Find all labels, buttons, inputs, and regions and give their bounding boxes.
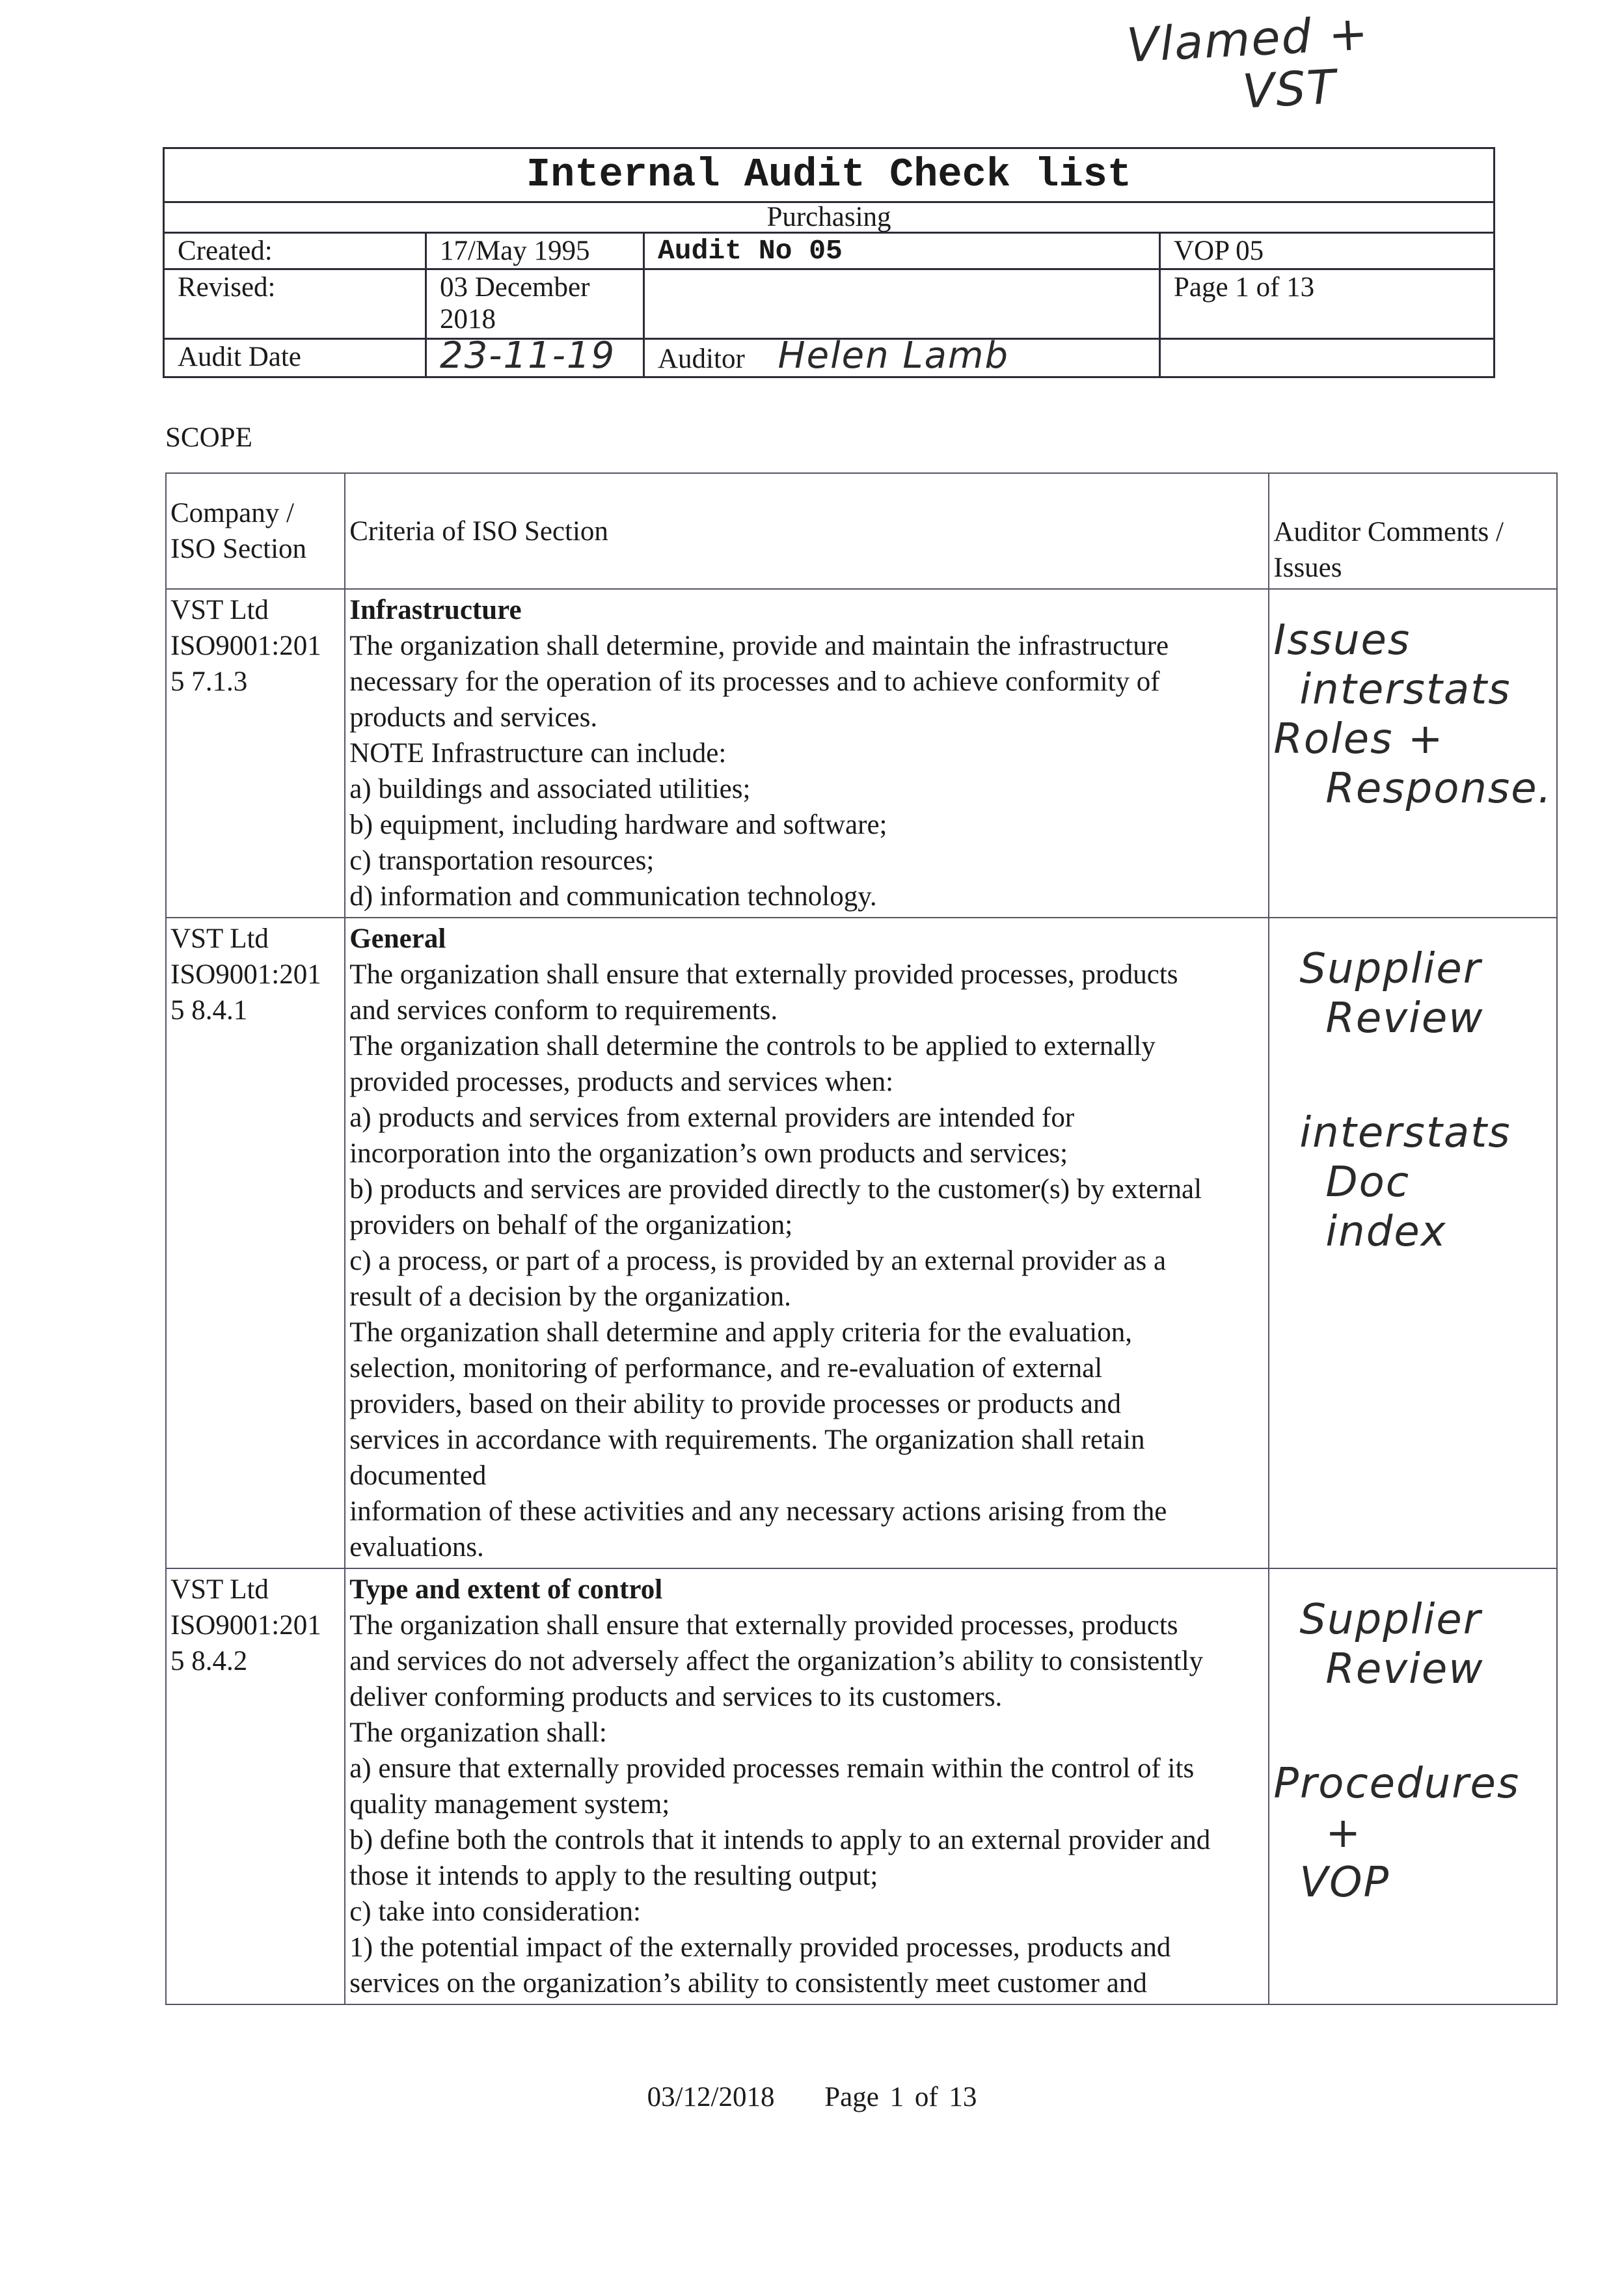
table-row [166,589,1557,918]
blank-cell [644,269,1160,339]
handwritten-comment: Supplier [1299,1596,1482,1644]
criteria-line: services in accordance with requirements. The organization shall retain [349,1425,1145,1455]
criteria-line: documented [349,1460,487,1491]
criteria-line: quality management system; [349,1789,670,1820]
handwritten-comment: VOP [1299,1859,1390,1907]
document-title: Internal Audit Check list [164,148,1495,202]
criteria-cell [345,918,1269,1568]
document-reference: VOP 05 [1160,233,1495,269]
column-header-criteria: Criteria of ISO Section [345,473,1269,589]
handwritten-annotation-top [1077,5,1421,126]
audit-date-label: Audit Date [164,339,426,377]
criteria-line: information of these activities and any necessary actions arising from the [349,1496,1167,1527]
handwritten-comment: Roles + [1273,715,1444,763]
criteria-line: a) ensure that externally provided processes remain within the control of its [349,1753,1195,1784]
audit-number: Audit No 05 [644,233,1160,269]
handwritten-comment: index [1325,1208,1447,1256]
criteria-cell [345,589,1269,918]
criteria-line: and services conform to requirements. [349,995,778,1026]
footer-date: 03/12/2018 [647,2082,775,2112]
criteria-heading: Infrastructure [349,595,522,625]
criteria-line: a) buildings and associated utilities; [349,774,751,804]
criteria-line: The organization shall: [349,1717,607,1748]
criteria-line: result of a decision by the organization. [349,1281,791,1312]
criteria-line: The organization shall determine and apply criteria for the evaluation, [349,1317,1132,1348]
criteria-line: services on the organization’s ability to consistently meet customer and [349,1968,1147,1999]
criteria-heading: General [349,923,446,954]
criteria-line: providers, based on their ability to provide processes or products and [349,1389,1122,1419]
criteria-line: necessary for the operation of its processes and to achieve conformity of [349,666,1160,697]
revised-label: Revised: [164,269,426,339]
handwritten-comment: interstats [1299,1109,1511,1157]
revised-value: 03 December 2018 [426,269,644,339]
created-label: Created: [164,233,426,269]
iso-section-cell [166,589,345,918]
footer-page: Page 1 of 13 [824,2082,977,2112]
column-header-comments: Auditor Comments / Issues [1269,473,1557,589]
auditor-comment-cell[interactable] [1269,1568,1557,2004]
iso-section-line: 5 7.1.3 [170,666,248,697]
criteria-line: b) equipment, including hardware and software; [349,810,887,840]
iso-section-line: VST Ltd [170,923,269,954]
auditor-cell [644,335,1160,377]
criteria-line: 1) the potential impact of the externally provided processes, products and [349,1932,1171,1963]
criteria-line: providers on behalf of the organization; [349,1210,793,1240]
handwritten-comment: interstats [1299,666,1511,714]
annotation-line: Vlamed + [1125,5,1371,73]
criteria-line: c) take into consideration: [349,1896,641,1927]
scope-heading: SCOPE [165,422,252,453]
iso-section-cell [166,918,345,1568]
criteria-line: deliver conforming products and services to its customers. [349,1682,1003,1712]
criteria-line: The organization shall determine, provide and maintain the infrastructure [349,631,1169,661]
criteria-line: b) products and services are provided directly to the customer(s) by external [349,1174,1202,1205]
document-subtitle: Purchasing [164,202,1495,233]
table-row [166,1568,1557,2004]
header-table [163,147,1495,378]
criteria-line: incorporation into the organization’s own products and services; [349,1138,1068,1169]
criteria-line: The organization shall ensure that externally provided processes, products [349,1610,1178,1641]
table-header-row [166,473,1557,589]
criteria-line: evaluations. [349,1532,484,1563]
handwritten-comment: Doc [1325,1158,1411,1207]
iso-section-line: ISO9001:201 [170,959,321,990]
blank-cell [1160,339,1495,377]
auditor-comment-cell[interactable] [1269,918,1557,1568]
iso-section-line: VST Ltd [170,1574,269,1605]
handwritten-comment: Issues [1273,616,1411,664]
annotation-line: VST [1241,59,1338,119]
criteria-line: b) define both the controls that it intends to apply to an external provider and [349,1825,1211,1855]
criteria-line: d) information and communication technology. [349,881,877,912]
criteria-line: those it intends to apply to the resulting output; [349,1861,878,1891]
handwritten-comment: + [1325,1809,1362,1857]
audit-date-value[interactable]: 23-11-19 [426,339,644,377]
criteria-line: The organization shall determine the controls to be applied to externally [349,1031,1156,1061]
criteria-line: c) transportation resources; [349,845,655,876]
table-row [166,918,1557,1568]
criteria-line: products and services. [349,702,598,733]
handwritten-comment: Review [1325,1645,1484,1693]
criteria-line: NOTE Infrastructure can include: [349,738,727,769]
handwritten-comment: Response. [1325,765,1552,813]
criteria-line: provided processes, products and services when: [349,1067,894,1097]
column-header-section: Company / ISO Section [166,473,345,589]
criteria-cell [345,1568,1269,2004]
auditor-comment-cell[interactable] [1269,589,1557,918]
handwritten-comment: Review [1325,994,1484,1043]
criteria-line: selection, monitoring of performance, and re-evaluation of external [349,1353,1103,1384]
criteria-line: c) a process, or part of a process, is provided by an external provider as a [349,1246,1167,1276]
audit-criteria-table [165,472,1558,2005]
iso-section-line: ISO9001:201 [170,631,321,661]
iso-section-cell [166,1568,345,2004]
iso-section-line: VST Ltd [170,595,269,625]
criteria-line: The organization shall ensure that externally provided processes, products [349,959,1178,990]
criteria-line: and services do not adversely affect the organization’s ability to consistently [349,1646,1204,1676]
iso-section-line: 5 8.4.1 [170,995,248,1026]
auditor-value[interactable]: Helen Lamb [778,335,1010,377]
iso-section-line: ISO9001:201 [170,1610,321,1641]
iso-section-line: 5 8.4.2 [170,1646,248,1676]
page-footer [0,2081,1624,2113]
created-value: 17/May 1995 [426,233,644,269]
handwritten-comment: Procedures [1273,1760,1521,1808]
handwritten-comment: Supplier [1299,945,1482,993]
auditor-label: Auditor [658,344,745,374]
criteria-heading: Type and extent of control [349,1574,663,1605]
criteria-line: a) products and services from external providers are intended for [349,1102,1075,1133]
page-info: Page 1 of 13 [1160,269,1495,339]
